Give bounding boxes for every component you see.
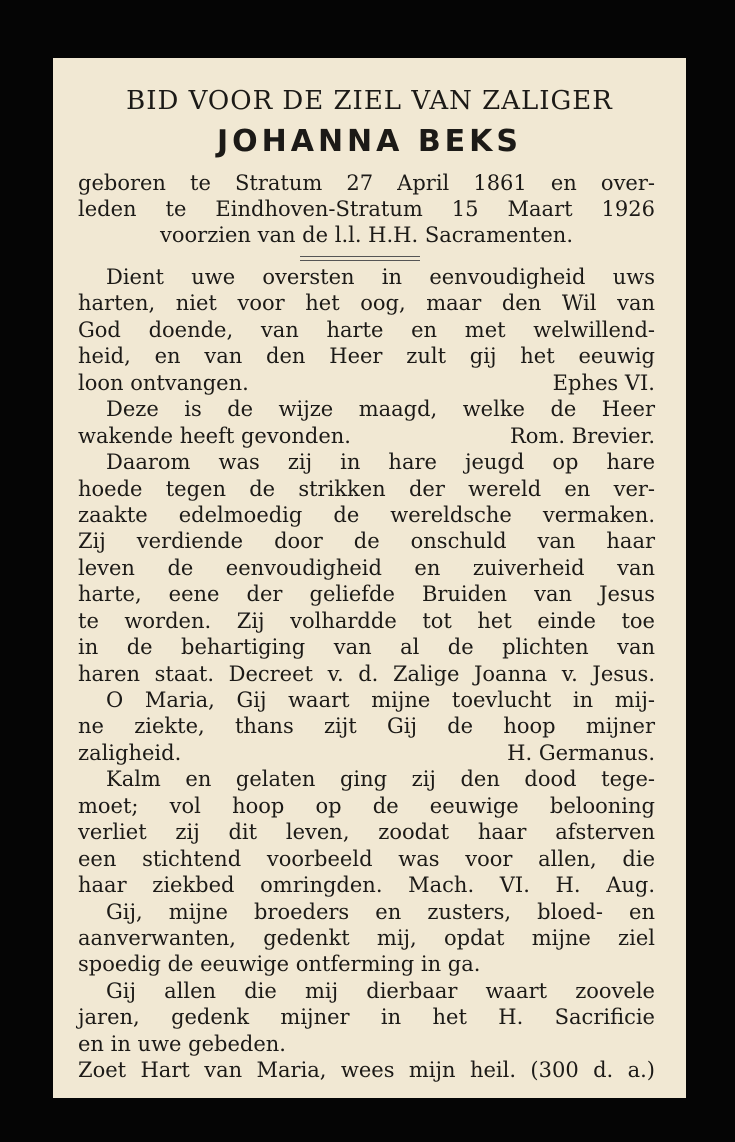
- text-line: harten, niet voor het oog, maar den Wil van: [78, 291, 655, 316]
- text-line: een stichtend voorbeeld was voor allen, die: [78, 846, 655, 871]
- text-line: leven de eenvoudigheid en zuiverheid van: [78, 555, 655, 580]
- text-line: en in uwe gebeden.: [78, 1031, 286, 1056]
- text-line-main: loon ontvangen.: [78, 370, 249, 395]
- text-line: ne ziekte, thans zijt Gij de hoop mijner: [78, 714, 655, 739]
- text-line: [78, 740, 655, 766]
- text-line: [78, 423, 655, 449]
- text-line: Gij allen die mij dierbaar waart zoovele: [106, 978, 655, 1003]
- text-line-source: Rom. Brevier.: [509, 423, 655, 448]
- death-line: leden te Eindhoven-Stratum 15 Maart 1926: [78, 197, 655, 221]
- text-line: Zoet Hart van Maria, wees mijn heil. (300 d. a.): [78, 1058, 655, 1083]
- text-line: Kalm en gelaten ging zij den dood tege-: [106, 767, 655, 792]
- text-line: aanverwanten, gedenkt mij, opdat mijne ziel: [78, 925, 655, 950]
- text-line: harte, eene der geliefde Bruiden van Jesus: [78, 582, 655, 607]
- text-line: Dient uwe oversten in eenvoudigheid uws: [106, 265, 655, 289]
- text-line-main: zaligheid.: [78, 740, 182, 765]
- text-line-source: H. Germanus.: [507, 740, 655, 765]
- text-line-source: Ephes VI.: [552, 370, 655, 395]
- sacraments-line: voorzien van de l.l. H.H. Sacramenten.: [160, 223, 573, 247]
- text-line: haren staat. Decreet v. d. Zalige Joanna v. Jesus.: [78, 661, 655, 686]
- text-line: Gij, mijne broeders en zusters, bloed- en: [106, 899, 655, 924]
- text-line: hoede tegen de strikken der wereld en ver-: [78, 476, 655, 501]
- text-line: haar ziekbed omringden. Mach. VI. H. Aug.: [78, 873, 655, 898]
- text-line: heid, en van den Heer zult gij het eeuwig: [78, 344, 655, 369]
- text-line: Daarom was zij in hare jeugd op hare: [106, 450, 655, 475]
- text-line: Zij verdiende door de onschuld van haar: [78, 529, 655, 554]
- divider-rule: [300, 256, 420, 261]
- birth-line: geboren te Stratum 27 April 1861 en over-: [78, 171, 655, 195]
- text-line: te worden. Zij volhardde tot het einde toe: [78, 608, 655, 633]
- deceased-name: JOHANNA BEKS: [216, 124, 523, 159]
- text-line: jaren, gedenk mijner in het H. Sacrificie: [78, 1005, 655, 1030]
- text-line: zaakte edelmoedig de wereldsche vermaken.: [78, 502, 655, 527]
- memorial-card: [53, 58, 686, 1098]
- text-line: God doende, van harte en met welwillend-: [78, 317, 655, 342]
- prayer-text: [78, 264, 655, 1084]
- text-line: Deze is de wijze maagd, welke de Heer: [106, 397, 655, 422]
- text-line: verliet zij dit leven, zoodat haar afsterven: [78, 820, 655, 845]
- prayer-heading: BID VOOR DE ZIEL VAN ZALIGER: [126, 86, 613, 116]
- text-line: O Maria, Gij waart mijne toevlucht in mij-: [106, 688, 655, 712]
- text-line: [78, 370, 655, 396]
- text-line: spoedig de eeuwige ontferming in ga.: [78, 952, 481, 977]
- birth-death-details: [78, 170, 655, 248]
- text-line-main: wakende heeft gevonden.: [78, 423, 351, 448]
- text-line: in de behartiging van al de plichten van: [78, 635, 655, 660]
- text-line: moet; vol hoop op de eeuwige belooning: [78, 793, 655, 818]
